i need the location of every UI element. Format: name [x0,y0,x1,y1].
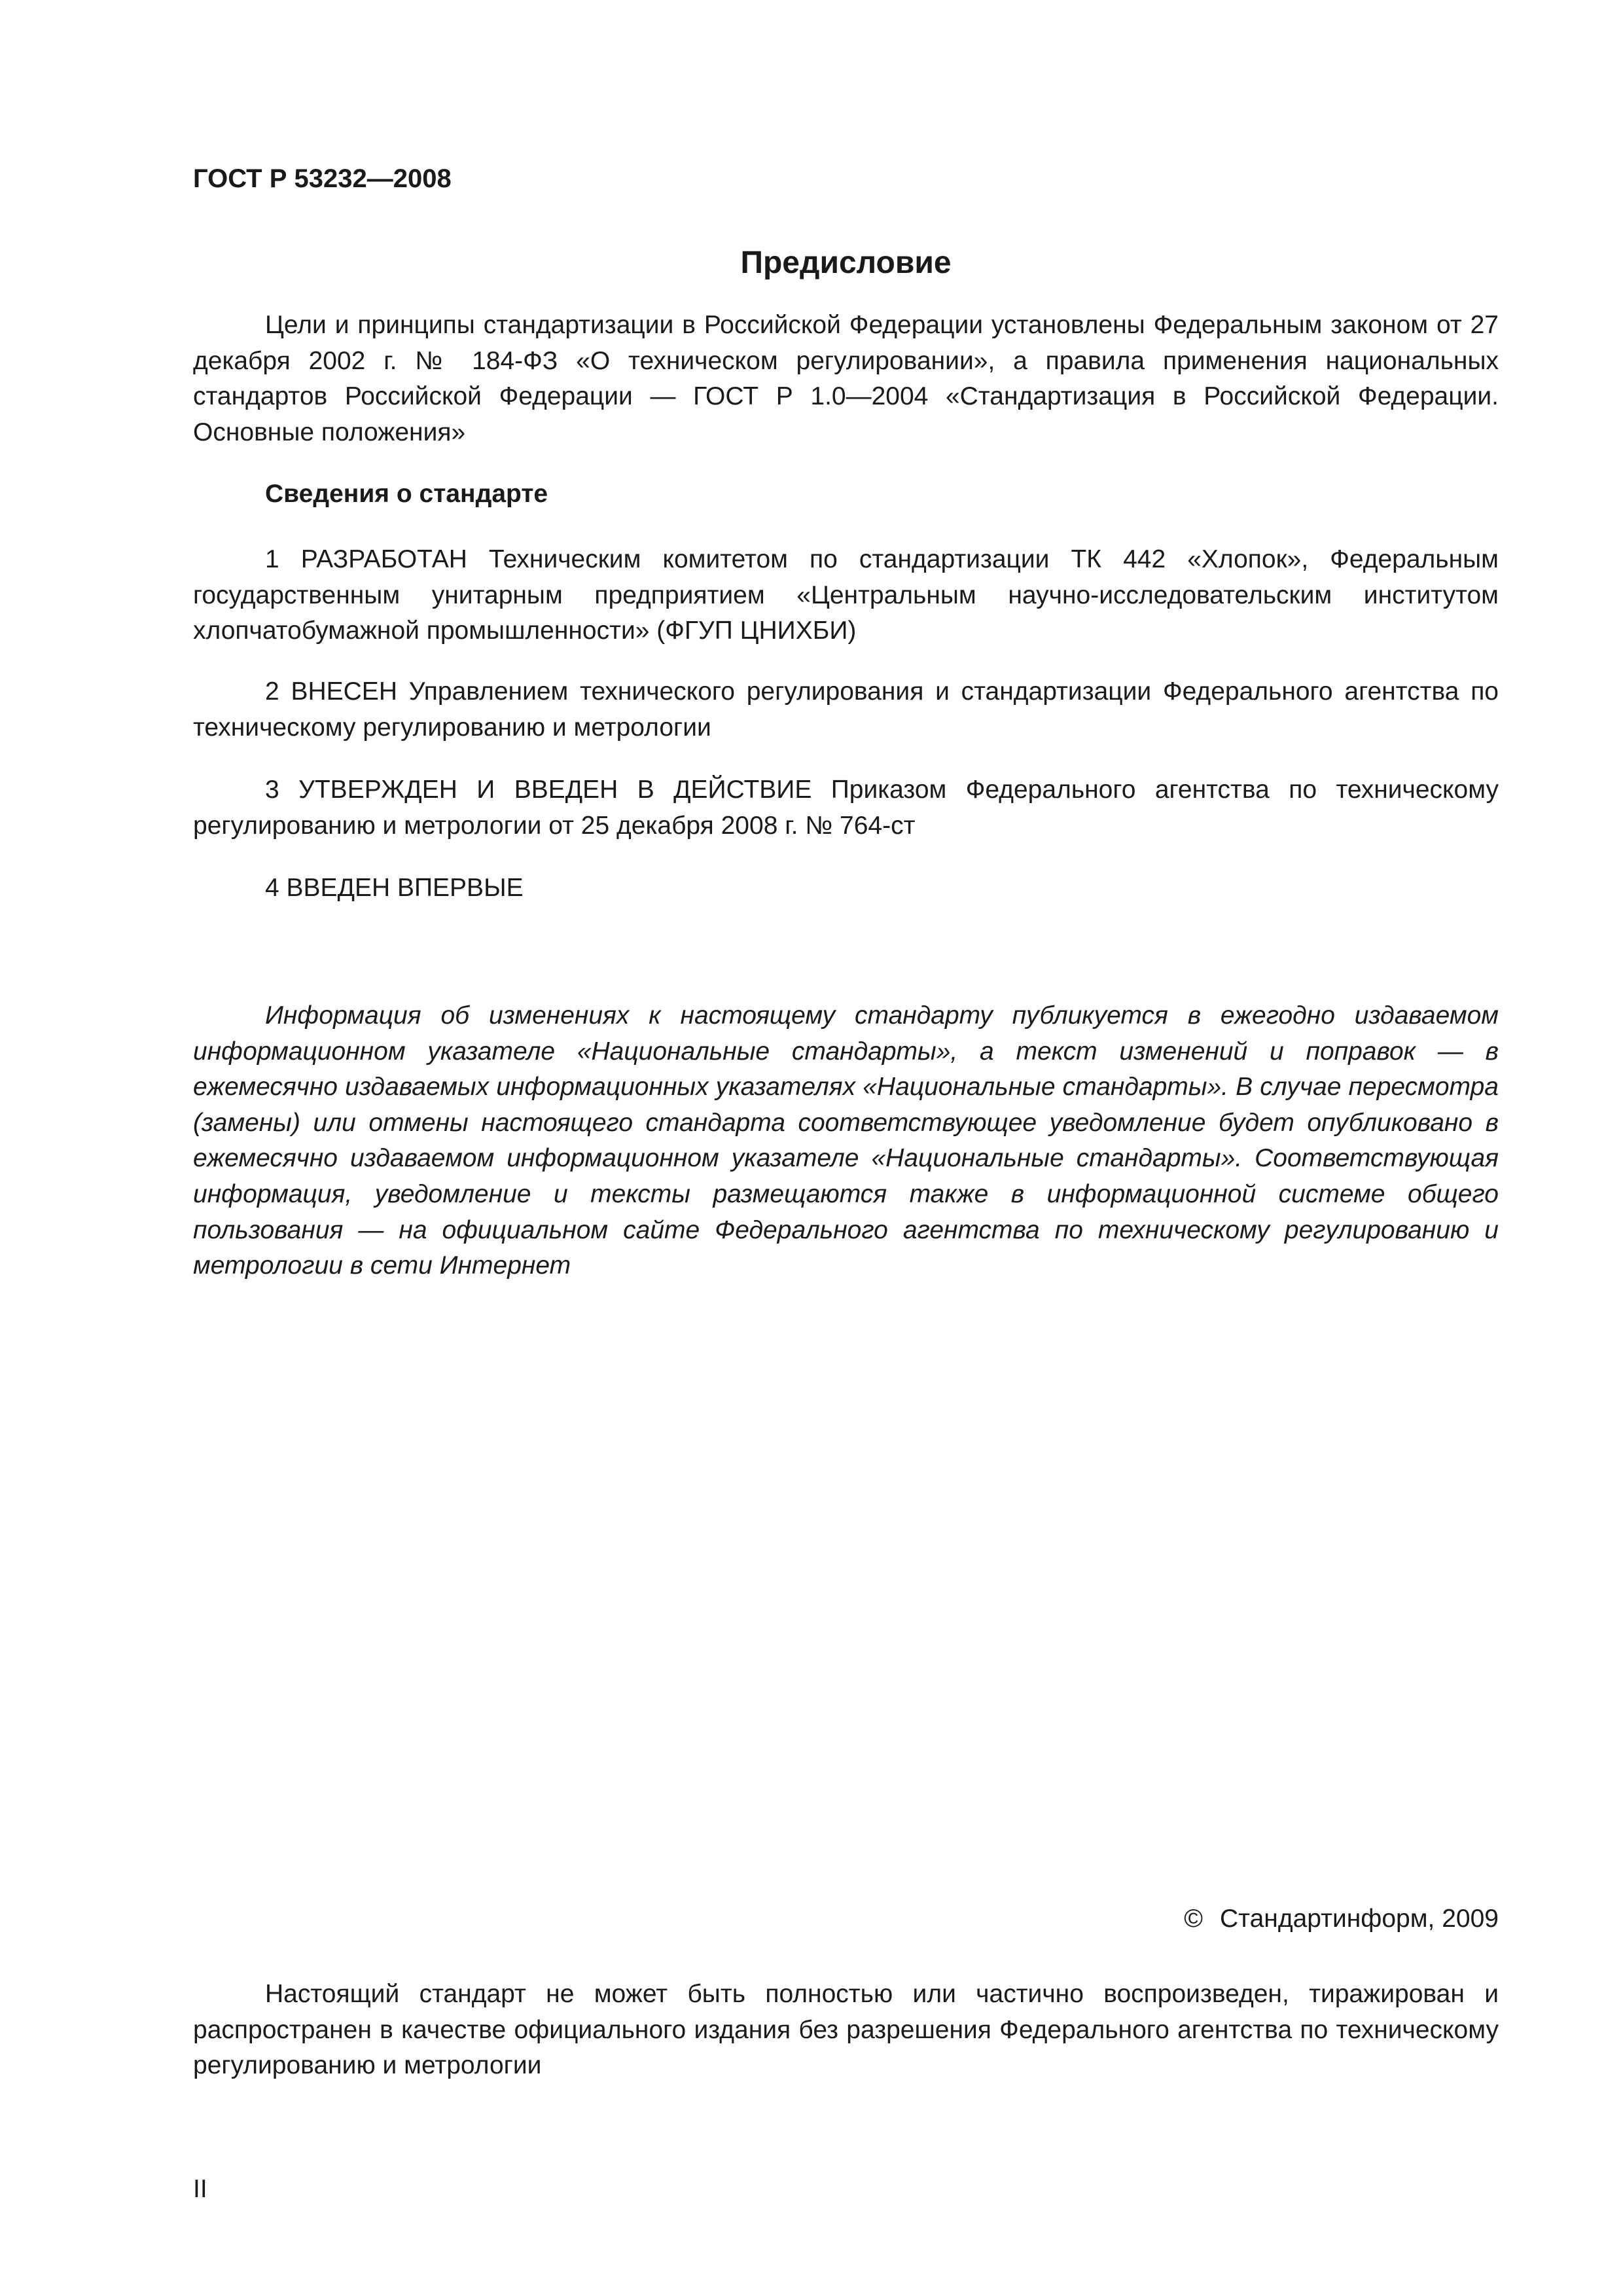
page-title: Предисловие [740,245,952,280]
copyright-text: Стандартинформ, 2009 [1220,1905,1499,1933]
reproduction-notice: Настоящий стандарт не может быть полностью или частично воспроизведен, тиражирован и распространен в качестве официального издания без разрешения Федерального агентства по техническому регулированию и метрологии [193,1980,1499,2080]
document-number: ГОСТ Р 53232—2008 [193,164,452,193]
intro-paragraph: Цели и принципы стандартизации в Российской Федерации установлены Федеральным законом от 27 декабря 2002 г. № 184-ФЗ «О техническом регулировании», а правила применения национальных стандартов Российской Федерации — ГОСТ Р 1.0—2004 «Стандартизация в Российской Федерации. Основные положения» [193,311,1499,446]
item-submitted: 2 ВНЕСЕН Управлением технического регулирования и стандартизации Федерального агентства по техническому регулированию и метрологии [193,677,1499,742]
page-number: II [193,2175,207,2203]
item-developed: 1 РАЗРАБОТАН Техническим комитетом по стандартизации ТК 442 «Хлопок», Федеральным государственным унитарным предприятием «Центральным научно-исследовательским институтом хлопчатобумажной промышленности» (ФГУП ЦНИХБИ) [193,545,1499,645]
item-approved: 3 УТВЕРЖДЕН И ВВЕДЕН В ДЕЙСТВИЕ Приказом Федерального агентства по техническому регулированию и метрологии от 25 декабря 2008 г. № 764-ст [193,776,1499,840]
item-first-introduced: 4 ВВЕДЕН ВПЕРВЫЕ [265,874,524,902]
copyright-symbol: © [1184,1905,1203,1933]
copyright-line [1184,1901,1499,1937]
info-notice: Информация об изменениях к настоящему стандарту публикуется в ежегодно издаваемом информационном указателе «Национальные стандарты», а текст изменений и поправок — в ежемесячно издаваемых информационных указателях «Национальные стандарты». В случае пересмотра (замены) или отмены настоящего стандарта соответствующее уведомление будет опубликовано в ежемесячно издаваемом информационном указателе «Национальные стандарты». Соответствующая информация, уведомление и тексты размещаются также в информационной системе общего пользования — на официальном сайте Федерального агентства по техническому регулированию и метрологии в сети Интернет [193,1001,1499,1280]
section-heading: Сведения о стандарте [265,480,548,508]
